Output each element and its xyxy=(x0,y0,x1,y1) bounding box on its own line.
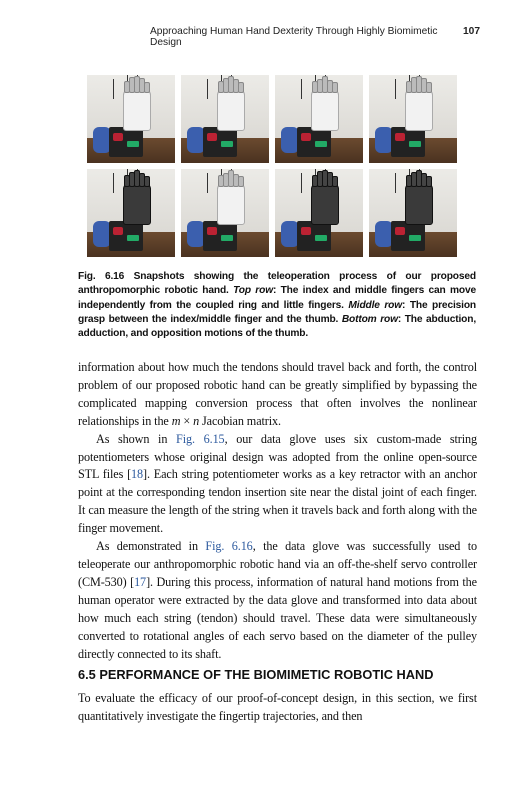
snapshot-photo xyxy=(87,75,175,163)
snapshot-photo xyxy=(87,169,175,257)
running-head-title: Approaching Human Hand Dexterity Through Highly Biomimetic Design xyxy=(150,26,438,48)
p2-text-b: , our data glove uses six custom-made string potentiometers whose original design was adopted from the online open-source STL files [ xyxy=(78,431,477,482)
citation-17-link[interactable]: 17 xyxy=(134,574,147,589)
snapshot-photo xyxy=(275,75,363,163)
caption-text: Snapshots showing the teleoperation process of our proposed anthropomorphic robotic hand. xyxy=(78,271,476,297)
snapshot-photo xyxy=(181,75,269,163)
running-head xyxy=(150,26,480,48)
p3-text-b: , the data glove was successfully used to teleoperate our anthropomorphic robotic hand via an off-the-shelf servo controller (CM-530) [ xyxy=(78,539,478,589)
citation-18-link[interactable]: 18 xyxy=(131,467,144,482)
p3-text-c: ]. During this process, information of natural hand motions from the human operator were extracted by the data glove and transformed into data about how much each string (tendon) should travel. These data were simultaneously converted to rotational angles of each servo based on the diameter of the pulley directly connected to its shaft. xyxy=(78,574,477,661)
caption-bottom-row-text: : The abduction, adduction, and opposition motions of the thumb. xyxy=(78,313,477,340)
fig-6-16-link[interactable]: Fig. 6.16 xyxy=(205,539,253,554)
snapshot-photo xyxy=(369,75,457,163)
p1-text-b: Jacobian matrix. xyxy=(199,413,281,428)
p1-times: × xyxy=(180,413,194,428)
p1-math-n: n xyxy=(193,413,200,428)
caption-bottom-row-label: Bottom row xyxy=(341,313,398,325)
page-number: 107 xyxy=(463,26,480,37)
section-heading: 6.5 PERFORMANCE OF THE BIOMIMETIC ROBOTIC HAND xyxy=(78,667,434,682)
figure-6-16-photo-grid xyxy=(87,75,467,255)
caption-middle-row-label: Middle row xyxy=(348,299,403,311)
body-text-section-6-5 xyxy=(78,690,477,726)
p2-text-a: As shown in xyxy=(96,431,177,446)
fig-6-15-link[interactable]: Fig. 6.15 xyxy=(176,431,225,446)
paragraph-4: To evaluate the efficacy of our proof-of-concept design, in this section, we first quantitatively investigate the fingertip trajectories, and then xyxy=(78,691,477,723)
p1-math-m: m xyxy=(171,413,181,428)
snapshot-photo xyxy=(369,169,457,257)
paragraph-1 xyxy=(78,359,477,431)
snapshot-photo xyxy=(275,169,363,257)
caption-middle-row-text: : The precision grasp between the index/middle finger and the thumb. xyxy=(78,299,476,325)
p2-text-c: ]. Each string potentiometer works as a key retractor with an anchor point at the corresponding tendon insertion site near the distal joint of each finger. It can measure the length of the string when it travels back and forth along with the finger movement. xyxy=(78,467,477,536)
p1-text-a: information about how much the tendons should travel back and forth, the control problem of our proposed robotic hand can be greatly simplified by bypassing the complicated mapping conversion process that often involves the nonlinear relationships in the xyxy=(78,360,477,428)
caption-top-row-text: : The index and middle fingers can move independently from the coupled ring and little fingers. xyxy=(78,285,476,311)
figure-caption xyxy=(78,270,476,341)
figure-label: Fig. 6.16 xyxy=(78,271,125,282)
snapshot-photo xyxy=(181,169,269,257)
p3-text-a: As demonstrated in xyxy=(96,539,206,554)
paragraph-2 xyxy=(78,431,477,538)
caption-top-row-label: Top row xyxy=(233,285,273,297)
body-text xyxy=(78,359,477,663)
paragraph-3 xyxy=(78,538,477,663)
